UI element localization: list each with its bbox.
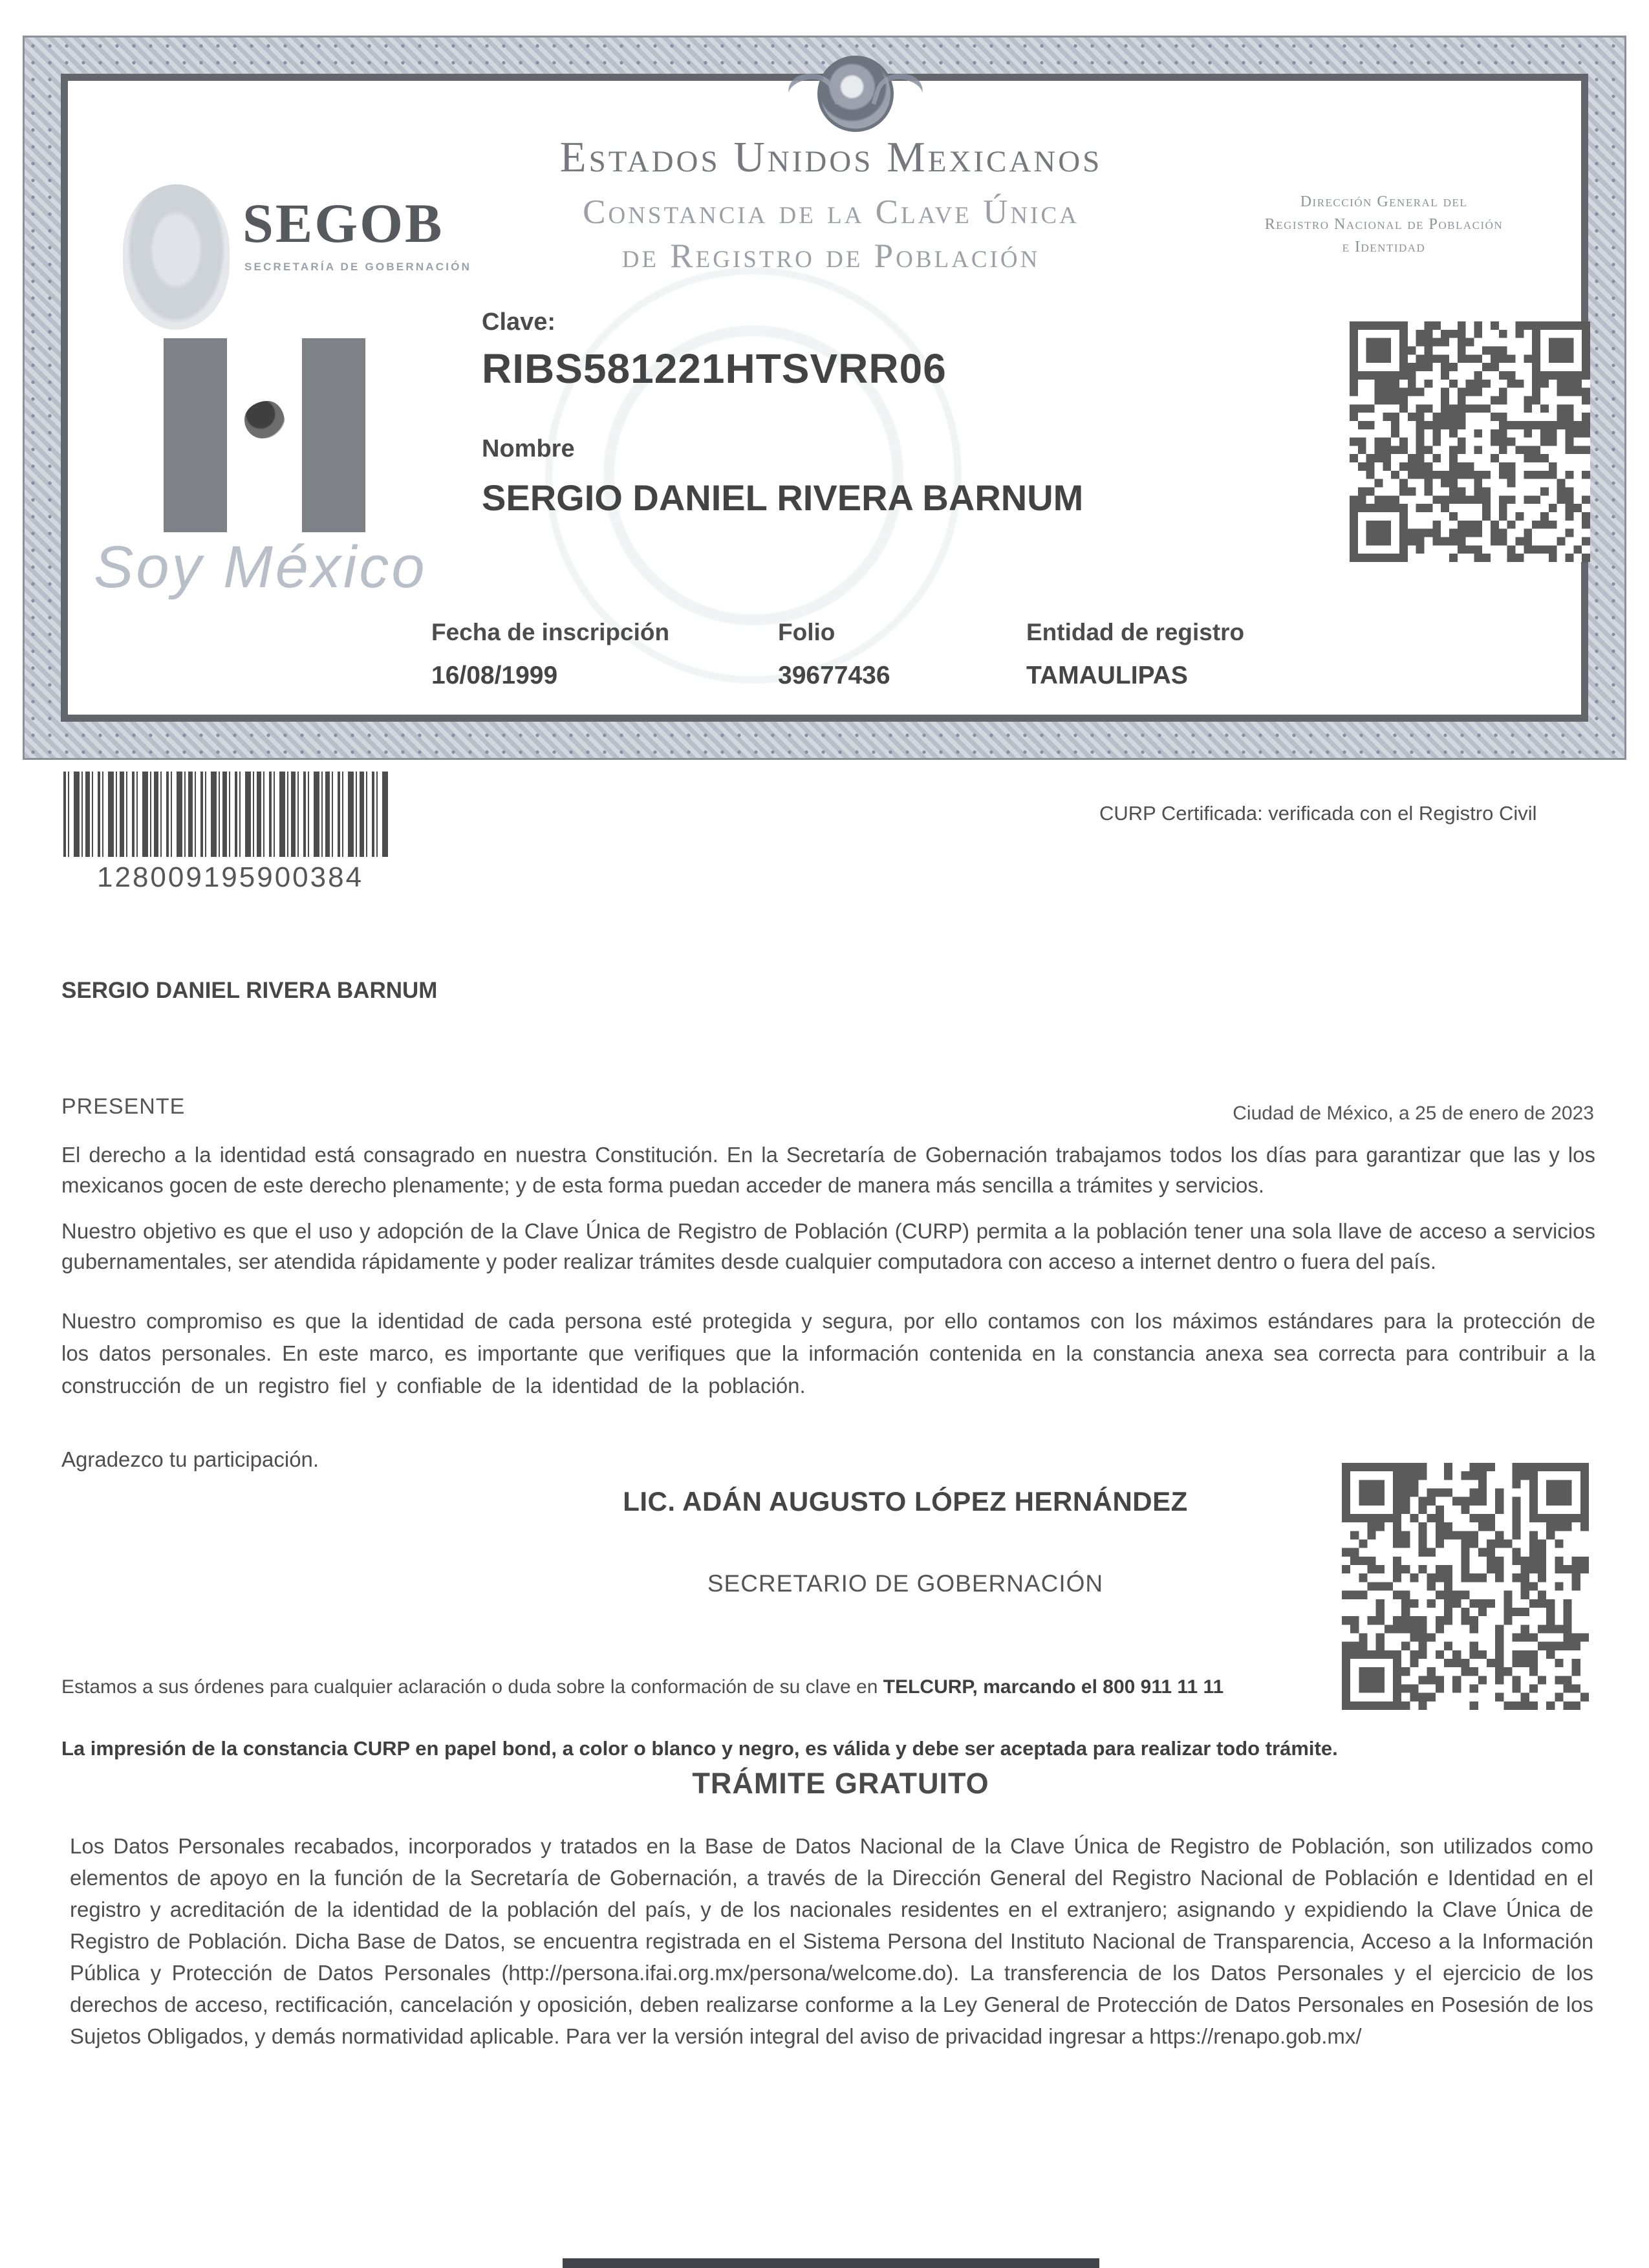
letter-paragraph-1: El derecho a la identidad está consagrado en nuestra Constitución. En la Secretaría de Gobernación trabajamos todos los días para garantizar que las y los mexicanos gocen de este derecho plenamente; y de esta forma puedan acceder de manera más sencilla a trámites y servicios. [61,1143,1595,1197]
curp-code: RIBS581221HTSVRR06 [482,345,947,392]
entidad-registro-value: TAMAULIPAS [1026,662,1188,689]
direction-line-3: e Identidad [1342,239,1426,255]
fecha-inscripcion-label: Fecha de inscripción [431,619,670,645]
mexican-flag-icon [164,338,365,532]
certificate-subtitle-line2: de Registro de Población [621,237,1040,275]
curp-certified-note: CURP Certificada: verificada con el Registro Civil [1099,802,1537,825]
soy-mexico-watermark: Soy México [94,534,427,600]
privacy-notice: Los Datos Personales recabados, incorporados y tratados en la Base de Datos Nacional de la Clave Única de Registro de Población, son utilizados como elementos de apoyo en la función de la Secretaría de Gobernación, a través de la Dirección General del Registro Nacional de Población e Identidad en el registro y acreditación de la identidad de la población del país, y de los nacionales residentes en el extranjero; asignando y expidiendo la Clave Única de Registro de Población. Dicha Base de Datos, se encuentra registrada en el Sistema Persona del Instituto Nacional de Transparencia, Acceso a la Información Pública y Protección de Datos Personales (http://persona.ifai.org.mx/persona/welcome.do). La transferencia de los Datos Personales y el ejercicio de los derechos de acceso, rectificación, cancelación y oposición, deben realizarse conforme a la Ley General de Protección de Datos Personales en Posesión de los Sujetos Obligados, y demás normatividad aplicable. Para ver la versión integral del aviso de privacidad ingresar a https://renapo.gob.mx/ [70,1834,1593,2048]
letter-recipient-name: SERGIO DANIEL RIVERA BARNUM [61,978,438,1003]
letter-paragraph-3: Nuestro compromiso es que la identidad de cada persona esté protegida y segura, por ello contamos con los máximos estándares para la protección de los datos personales. En este marco, es importante que verifiques que la información contenida en la constancia anexa sea correcta para contribuir a la construcción de un registro fiel y confiable de la identidad de la población. [61,1309,1595,1398]
person-name: SERGIO DANIEL RIVERA BARNUM [482,477,1084,518]
free-procedure-label: TRÁMITE GRATUITO [692,1767,989,1800]
barcode-number: 128009195900384 [97,861,364,893]
direction-general-label [1196,191,1571,259]
flag-eagle-icon [244,401,285,438]
signatory-name: LIC. ADÁN AUGUSTO LÓPEZ HERNÁNDEZ [623,1486,1188,1517]
letter-dateline: Ciudad de México, a 25 de enero de 2023 [1233,1103,1594,1124]
flag-center [227,338,302,532]
letter-paragraph-2: Nuestro objetivo es que el uso y adopción de la Clave Única de Registro de Población (CURP) permita a la población tener una sola llave de acceso a servicios gubernamentales, ser atendida rápidamente y poder realizar trámites desde cualquier computadora con acceso a internet dentro o fuera del país. [61,1219,1595,1273]
country-title: Estados Unidos Mexicanos [559,133,1103,181]
signature-block [427,1486,1384,1597]
scan-edge-artifact [563,2258,1099,2268]
certificate-subtitle-line1: Constancia de la Clave Única [583,193,1079,231]
direction-line-2: Registro Nacional de Población [1264,216,1503,233]
segob-sublabel: SECRETARÍA DE GOBERNACIÓN [244,261,472,273]
certificate-titles [404,133,1258,275]
flag-red-bar [302,338,365,532]
fecha-inscripcion-value: 16/08/1999 [431,662,558,689]
folio-value: 39677436 [778,662,890,689]
certificate-inner [61,74,1588,722]
curp-certificate [23,36,1626,760]
direction-line-1: Dirección General del [1300,193,1468,210]
clave-label: Clave: [482,308,556,336]
folio-label: Folio [778,619,835,645]
entidad-registro-label: Entidad de registro [1026,619,1245,645]
validity-note: La impresión de la constancia CURP en papel bond, a color o blanco y negro, es válida y debe ser aceptada para realizar todo trámite. [61,1737,1338,1760]
presente-label: PRESENTE [61,1094,186,1119]
flag-green-bar [164,338,227,532]
segob-wordmark: SEGOB [242,192,444,254]
letter-closing: Agradezco tu participación. [61,1447,319,1471]
barcode [63,772,388,857]
qr-code-letter [1342,1463,1589,1710]
qr-code-certificate [1350,321,1590,562]
nombre-label: Nombre [482,435,575,462]
eagle-seal-icon [123,184,230,330]
contact-line [61,1676,1223,1698]
telcurp-phone: TELCURP, marcando el 800 911 11 11 [883,1676,1224,1698]
contact-prefix: Estamos a sus órdenes para cualquier aclaración o duda sobre la conformación de su clave en [61,1676,883,1698]
signatory-title: SECRETARIO DE GOBERNACIÓN [707,1570,1104,1597]
eagle-crest-icon [784,56,927,153]
